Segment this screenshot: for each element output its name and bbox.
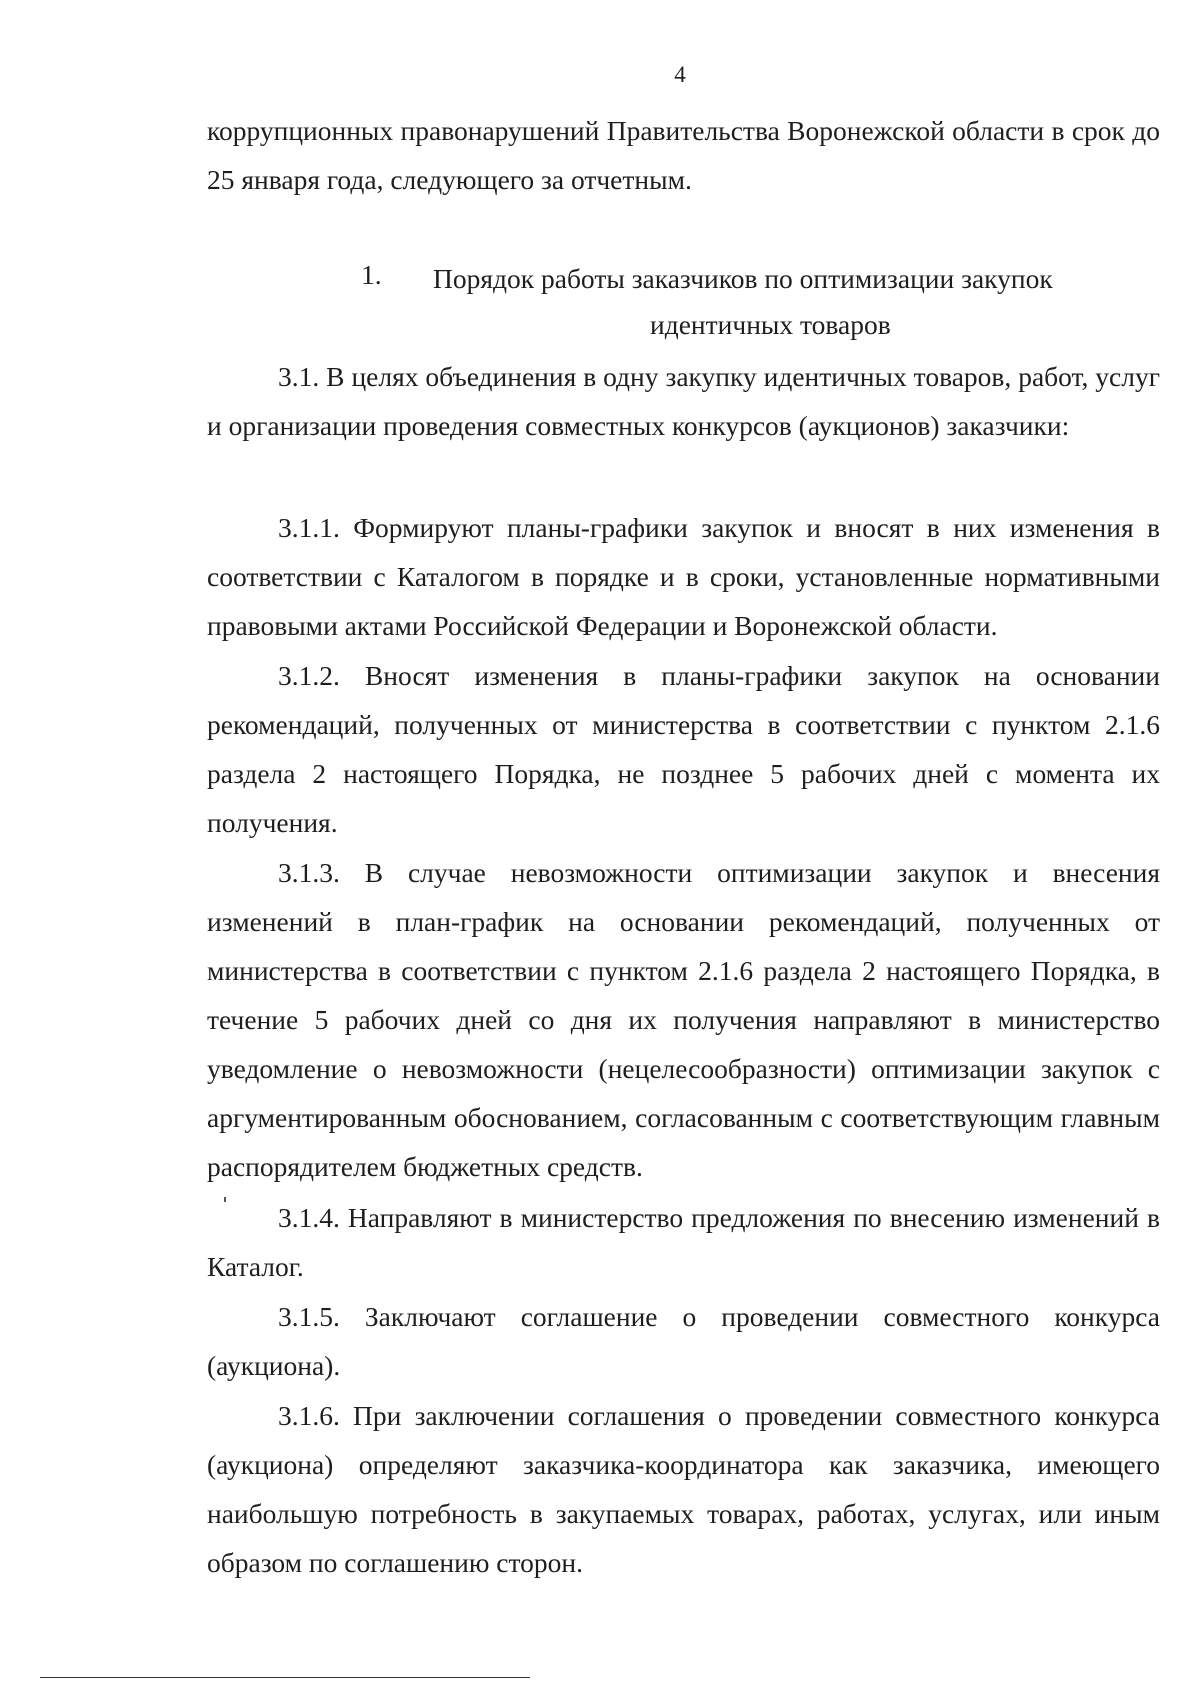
section-title-line1: Порядок работы заказчиков по оптимизации закупок (433, 263, 1053, 294)
section-number: 1. (361, 259, 382, 290)
footer-rule (40, 1677, 530, 1678)
paragraph-3-1-2: 3.1.2. Вносят изменения в планы-графики закупок на основании рекомендаций, полученных от министерства в соответствии с пунктом 2.1.6 раздела 2 настоящего Порядка, не позднее 5 рабочих дней с момента их получения. (207, 660, 1160, 838)
paragraph-3-1-6: 3.1.6. При заключении соглашения о проведении совместного конкурса (аукциона) определяют заказчика-координатора как заказчика, имеющего наибольшую потребность в закупаемых товарах, работах, услугах, или иным образом по соглашению сторон. (207, 1400, 1160, 1578)
scan-speck (224, 1197, 226, 1202)
section-title-line2: идентичных товаров (650, 309, 891, 340)
page-number: 4 (674, 62, 686, 87)
paragraph-3-1-4: 3.1.4. Направляют в министерство предложения по внесению изменений в Каталог. (207, 1202, 1160, 1282)
paragraph-3-1: 3.1. В целях объединения в одну закупку идентичных товаров, работ, услуг и организации проведения совместных конкурсов (аукционов) заказчики: (207, 361, 1160, 441)
paragraph-3-1-3: 3.1.3. В случае невозможности оптимизации закупок и внесения изменений в план-график на основании рекомендаций, полученных от министерства в соответствии с пунктом 2.1.6 раздела 2 настоящего Порядка, в течение 5 рабочих дней со дня их получения направляют в министерство уведомление о невозможности (нецелесообразности) оптимизации закупок с аргументированным обоснованием, согласованным с соответствующим главным распорядителем бюджетных средств. (207, 857, 1160, 1182)
paragraph-3-1-1: 3.1.1. Формируют планы-графики закупок и вносят в них изменения в соответствии с Каталогом в порядке и в сроки, установленные нормативными правовыми актами Российской Федерации и Воронежской области. (207, 512, 1160, 641)
intro-paragraph: коррупционных правонарушений Правительства Воронежской области в срок до 25 января года, следующего за отчетным. (207, 115, 1160, 195)
paragraph-3-1-5: 3.1.5. Заключают соглашение о проведении совместного конкурса (аукциона). (207, 1301, 1160, 1381)
